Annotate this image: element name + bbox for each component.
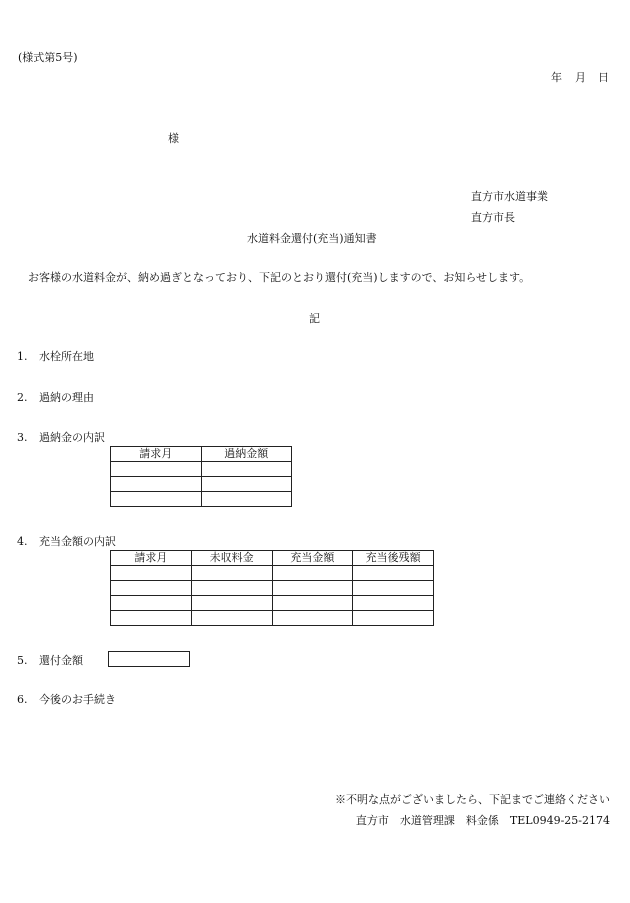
item-label-water-tap-location: 水栓所在地: [39, 350, 94, 363]
table-header-row: [111, 551, 434, 566]
item-number: 5.: [17, 654, 28, 667]
issuer-title: 直方市長: [471, 211, 515, 224]
allocation-table: [110, 550, 434, 626]
date-day-label: 日: [598, 71, 609, 84]
body-text: お客様の水道料金が、納め過ぎとなっており、下記のとおり還付(充当)しますので、お知らせします。: [28, 271, 531, 284]
table-cell: [191, 596, 272, 611]
form-number: (様式第5号): [18, 51, 78, 64]
recipient-honorific: 様: [168, 132, 179, 145]
item-number: 3.: [17, 431, 28, 444]
table-cell: [272, 566, 353, 581]
column-header: 未収料金: [191, 551, 272, 566]
table-cell: [111, 477, 202, 492]
contact-info: 直方市 水道管理課 料金係 TEL0949-25-2174: [355, 814, 610, 827]
refund-amount-box: [108, 651, 190, 667]
table-cell: [201, 477, 292, 492]
item-label-future-procedures: 今後のお手続き: [39, 693, 116, 706]
column-header: 過納金額: [201, 447, 292, 462]
column-header: 請求月: [111, 551, 192, 566]
table-cell: [272, 581, 353, 596]
item-number: 2.: [17, 391, 28, 404]
table-cell: [353, 566, 434, 581]
table-row: [111, 477, 292, 492]
issuer-name: 直方市水道事業: [471, 190, 548, 203]
item-number: 6.: [17, 693, 28, 706]
table-cell: [111, 581, 192, 596]
item-number: 1.: [17, 350, 28, 363]
date-month-label: 月: [575, 71, 586, 84]
table-cell: [201, 492, 292, 507]
table-cell: [272, 611, 353, 626]
table-cell: [111, 596, 192, 611]
table-row: [111, 492, 292, 507]
overpayment-table: [110, 446, 292, 507]
table-cell: [111, 492, 202, 507]
column-header: 充当後残額: [353, 551, 434, 566]
column-header: 充当金額: [272, 551, 353, 566]
table-cell: [111, 566, 192, 581]
table-cell: [353, 611, 434, 626]
table-cell: [353, 596, 434, 611]
item-label-overpayment-breakdown: 過納金の内訳: [39, 431, 105, 444]
document-title: 水道料金還付(充当)通知書: [247, 232, 377, 245]
table-cell: [191, 566, 272, 581]
table-header-row: [111, 447, 292, 462]
table-cell: [191, 581, 272, 596]
ki-heading: 記: [309, 312, 320, 325]
table-cell: [191, 611, 272, 626]
table-row: [111, 611, 434, 626]
table-cell: [111, 462, 202, 477]
table-cell: [272, 596, 353, 611]
item-number: 4.: [17, 535, 28, 548]
table-row: [111, 581, 434, 596]
table-cell: [353, 581, 434, 596]
table-cell: [111, 611, 192, 626]
item-label-refund-amount: 還付金額: [39, 654, 83, 667]
table-row: [111, 596, 434, 611]
table-row: [111, 566, 434, 581]
date-year-label: 年: [551, 71, 562, 84]
item-label-allocation-breakdown: 充当金額の内訳: [39, 535, 116, 548]
column-header: 請求月: [111, 447, 202, 462]
table-row: [111, 462, 292, 477]
contact-note: ※不明な点がございましたら、下記までご連絡ください: [335, 793, 610, 806]
item-label-overpayment-reason: 過納の理由: [39, 391, 94, 404]
table-cell: [201, 462, 292, 477]
